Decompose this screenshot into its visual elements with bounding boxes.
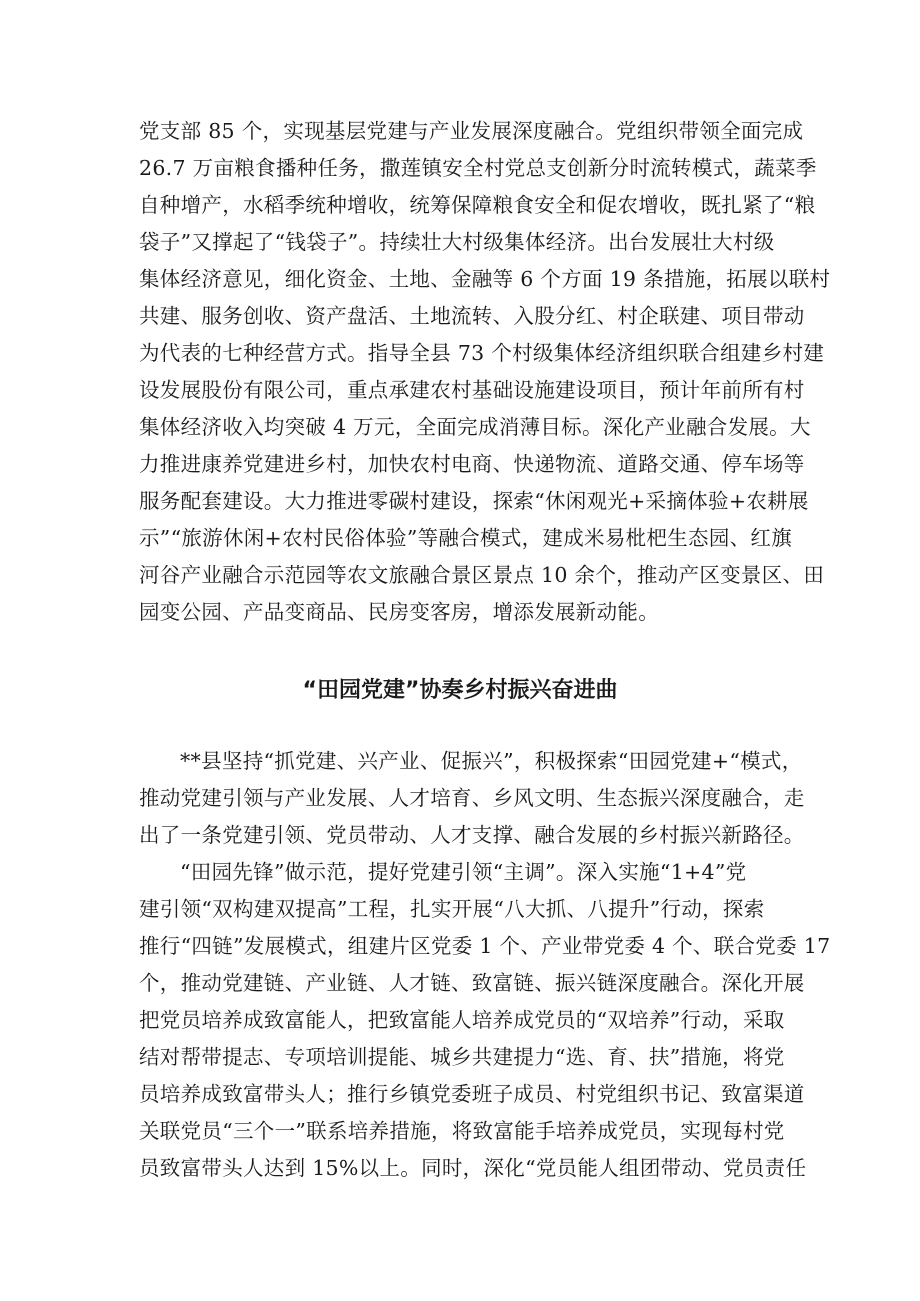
text-line: 关联党员“三个一”联系培养措施，将致富能手培养成党员，实现每村党 — [139, 1119, 785, 1143]
text-line: 建引领“双构建双提高”工程，扎实开展“八大抓、八提升”行动，探索 — [139, 897, 765, 921]
text-line: “田园先锋”做示范，提好党建引领“主调”。深入实施“1+4”党 — [180, 860, 747, 884]
text-line: 出了一条党建引领、党员带动、人才支撑、融合发展的乡村振兴新路径。 — [139, 823, 805, 847]
text-line: 党支部 85 个，实现基层党建与产业发展深度融合。党组织带领全面完成 — [139, 119, 804, 143]
text-line: 个，推动党建链、产业链、人才链、致富链、振兴链深度融合。深化开展 — [139, 971, 805, 995]
text-line: 员致富带头人达到 15%以上。同时，深化“党员能人组团带动、党员责任 — [139, 1156, 807, 1180]
text-line: 服务配套建设。大力推进零碳村建设，探索“休闲观光+采摘体验+农耕展 — [139, 489, 809, 513]
text-line: 为代表的七种经营方式。指导全县 73 个村级集体经济组织联合组建乡村建 — [139, 341, 825, 365]
text-line: 袋子”又撑起了“钱袋子”。持续壮大村级集体经济。出台发展壮大村级 — [139, 230, 775, 254]
text-line: 园变公园、产品变商品、民房变客房，增添发展新动能。 — [139, 600, 659, 624]
text-line: 结对帮带提志、专项培训提能、城乡共建提力“选、育、扶”措施，将党 — [139, 1045, 785, 1069]
text-line: 示”“旅游休闲+农村民俗体验”等融合模式，建成米易枇杷生态园、红旗 — [139, 526, 793, 550]
text-line: 26.7 万亩粮食播种任务，撒莲镇安全村党总支创新分时流转模式，蔬菜季 — [139, 156, 817, 180]
text-line: 力推进康养党建进乡村，加快农村电商、快递物流、道路交通、停车场等 — [139, 452, 805, 476]
text-line: 河谷产业融合示范园等农文旅融合景区景点 10 余个，推动产区变景区、田 — [139, 563, 825, 587]
text-line: 员培养成致富带头人；推行乡镇党委班子成员、村党组织书记、致富渠道 — [139, 1082, 805, 1106]
text-line: 共建、服务创收、资产盘活、土地流转、入股分红、村企联建、项目带动 — [139, 304, 805, 328]
text-line: **县坚持“抓党建、兴产业、促振兴”，积极探索“田园党建+“模式， — [180, 749, 803, 773]
section-heading: “田园党建”协奏乡村振兴奋进曲 — [302, 678, 618, 703]
text-line: 集体经济收入均突破 4 万元，全面完成消薄目标。深化产业融合发展。大 — [139, 415, 811, 439]
text-line: 把党员培养成致富能人，把致富能人培养成党员的“双培养”行动，采取 — [139, 1008, 785, 1032]
text-line: 自种增产，水稻季统种增收，统筹保障粮食安全和促农增收，既扎紧了“粮 — [139, 193, 816, 217]
text-line: 设发展股份有限公司，重点承建农村基础设施建设项目，预计年前所有村 — [139, 378, 805, 402]
text-line: 集体经济意见，细化资金、土地、金融等 6 个方面 19 条措施，拓展以联村 — [139, 267, 831, 291]
text-line: 推行“四链”发展模式，组建片区党委 1 个、产业带党委 4 个、联合党委 17 — [139, 934, 831, 958]
text-line: 推动党建引领与产业发展、人才培育、乡风文明、生态振兴深度融合，走 — [139, 786, 805, 810]
